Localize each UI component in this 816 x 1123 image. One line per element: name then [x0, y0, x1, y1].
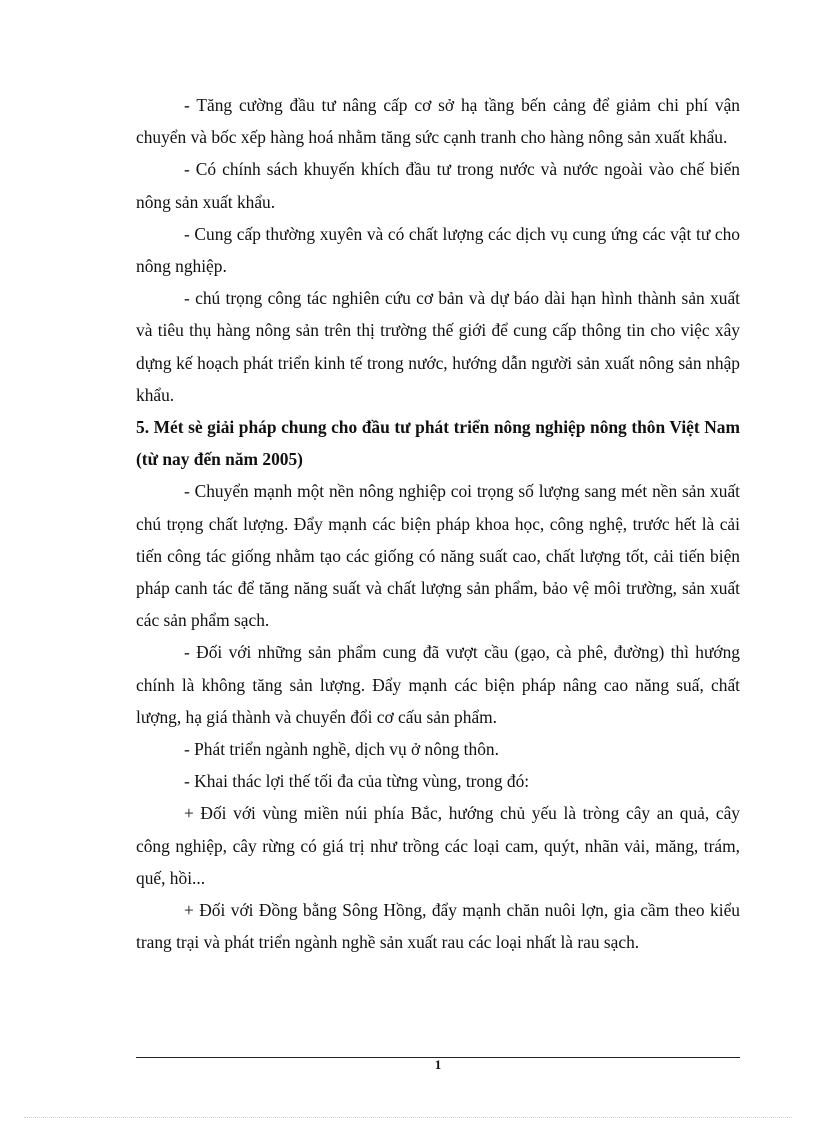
document-body [136, 89, 740, 958]
paragraph-supply-services: - Cung cấp thường xuyên và có chất lượng các dịch vụ cung ứng các vật tư cho nông nghiệp. [136, 223, 740, 277]
paragraph-red-river-delta: + Đối với Đồng bằng Sông Hồng, đẩy mạnh chăn nuôi lợn, gia cầm theo kiểu trang trại và phát triển ngành nghề sản xuất rau các loại nhất là rau sạch. [136, 900, 740, 953]
paragraph-surplus-products: - Đối với những sản phẩm cung đã vượt cầu (gạo, cà phê, đường) thì hướng chính là không tăng sản lượng. Đẩy mạnh các biện pháp nâng cao năng suấ, chất lượng, hạ giá thành và chuyển đổi cơ cấu sản phẩm. [136, 642, 740, 727]
paragraph-regional-advantages: - Khai thác lợi thế tối đa của từng vùng, trong đó: [184, 771, 530, 792]
paragraph-rural-services: - Phát triển ngành nghề, dịch vụ ở nông thôn. [184, 739, 499, 760]
paragraph-research-forecast: - chú trọng công tác nghiên cứu cơ bản và dự báo dài hạn hình thành sản xuất và tiêu thụ hàng nông sản trên thị trường thế giới để cung cấp thông tin cho việc xây dựng kế hoạch phát triển kinh tế trong nước, hướng dẫn người sản xuất nông sản nhập khẩu. [136, 288, 740, 405]
paragraph-northern-mountains: + Đối với vùng miền núi phía Bắc, hướng chủ yếu là tròng cây an quả, cây công nghiệp, cây rừng có giá trị như trồng các loại cam, quýt, nhãn vải, măng, trám, quế, hồi... [136, 803, 740, 888]
paragraph-investment-incentives: - Có chính sách khuyến khích đầu tư trong nước và nước ngoài vào chế biến nông sản xuất khẩu. [136, 159, 740, 212]
page-number: 1 [434, 1057, 442, 1072]
page-bottom-dotted-border [24, 1117, 792, 1118]
paragraph-port-infrastructure: - Tăng cường đầu tư nâng cấp cơ sở hạ tầng bến cảng để giảm chi phí vận chuyển và bốc xếp hàng hoá nhằm tăng sức cạnh tranh cho hàng nông sản xuất khẩu. [136, 95, 740, 148]
paragraph-quality-shift: - Chuyển mạnh một nền nông nghiệp coi trọng số lượng sang mét nền sản xuất chú trọng chất lượng. Đẩy mạnh các biện pháp khoa học, công nghệ, trước hết là cải tiến công tác giống nhằm tạo các giống có năng suất cao, chất lượng tốt, cải tiến biện pháp canh tác để tăng năng suất và chất lượng sản phẩm, bảo vệ môi trường, sản xuất các sản phẩm sạch. [136, 481, 740, 631]
section-heading: 5. Mét sè giải pháp chung cho đầu tư phát triển nông nghiệp nông thôn Việt Nam (từ nay đến năm 2005) [136, 417, 740, 470]
